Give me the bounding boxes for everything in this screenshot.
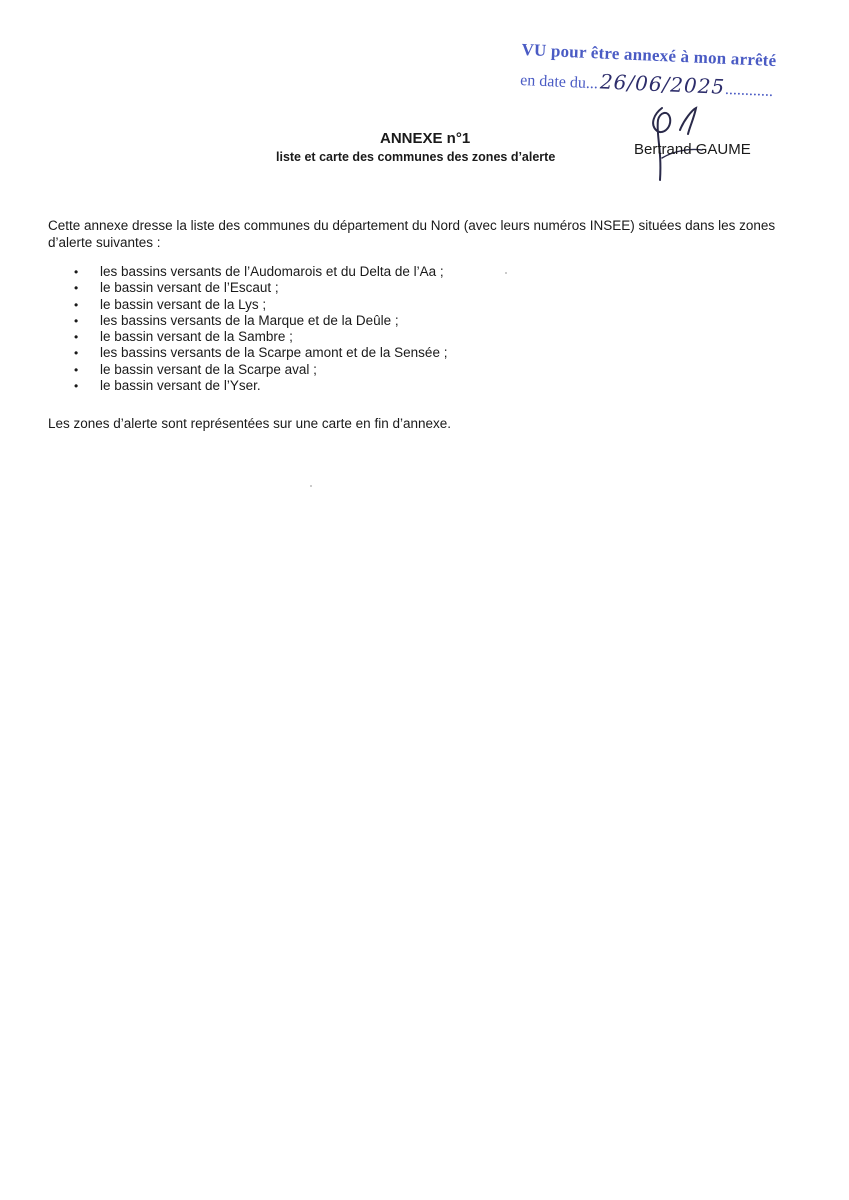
list-item bbox=[72, 329, 447, 345]
intro-paragraph: Cette annexe dresse la liste des communes du département du Nord (avec leurs numéros INSEE) situées dans les zones d’alerte suivantes : bbox=[48, 218, 776, 250]
list-item-text: le bassin versant de la Scarpe aval ; bbox=[100, 361, 317, 377]
list-item bbox=[72, 378, 447, 394]
bullet-icon: • bbox=[74, 330, 79, 345]
list-item bbox=[72, 297, 447, 313]
signer-name: Bertrand GAUME bbox=[634, 141, 751, 158]
approval-stamp bbox=[520, 40, 792, 102]
list-item bbox=[72, 280, 447, 296]
bullet-icon: • bbox=[74, 313, 79, 328]
list-item bbox=[72, 345, 447, 361]
stamp-line-1: VU pour être annexé à mon arrêté bbox=[521, 40, 777, 71]
list-item-text: le bassin versant de la Sambre ; bbox=[100, 329, 293, 345]
stamp-handwritten-date: 26/06/2025 bbox=[599, 69, 726, 99]
stamp-date-prefix: en date du... bbox=[519, 71, 599, 93]
scan-speck bbox=[505, 272, 507, 274]
list-item bbox=[72, 362, 447, 378]
list-item-text: les bassins versants de la Scarpe amont et de la Sensée ; bbox=[100, 345, 448, 361]
bullet-icon: • bbox=[74, 297, 79, 312]
bullet-icon: • bbox=[74, 346, 79, 361]
list-item-text: le bassin versant de la Lys ; bbox=[100, 296, 267, 312]
stamp-line-2 bbox=[520, 66, 791, 102]
bullet-icon: • bbox=[74, 379, 79, 394]
list-item-text: le bassin versant de l’Escaut ; bbox=[100, 280, 279, 296]
page-title: ANNEXE n°1 bbox=[380, 130, 471, 147]
bullet-icon: • bbox=[74, 281, 79, 296]
list-item bbox=[72, 313, 447, 329]
scan-speck bbox=[310, 485, 312, 487]
bullet-icon: • bbox=[74, 265, 79, 279]
list-item-text: les bassins versants de la Marque et de la Deûle ; bbox=[100, 312, 399, 328]
list-item-text: les bassins versants de l’Audomarois et du Delta de l’Aa ; bbox=[100, 264, 444, 279]
page-subtitle: liste et carte des communes des zones d’alerte bbox=[276, 150, 556, 164]
alert-zone-list bbox=[72, 264, 447, 394]
list-item bbox=[72, 264, 447, 280]
bullet-icon: • bbox=[74, 362, 79, 377]
list-item-text: le bassin versant de l’Yser. bbox=[100, 378, 261, 394]
closing-paragraph: Les zones d’alerte sont représentées sur une carte en fin d’annexe. bbox=[48, 416, 452, 431]
stamp-dots: ............ bbox=[724, 80, 774, 100]
